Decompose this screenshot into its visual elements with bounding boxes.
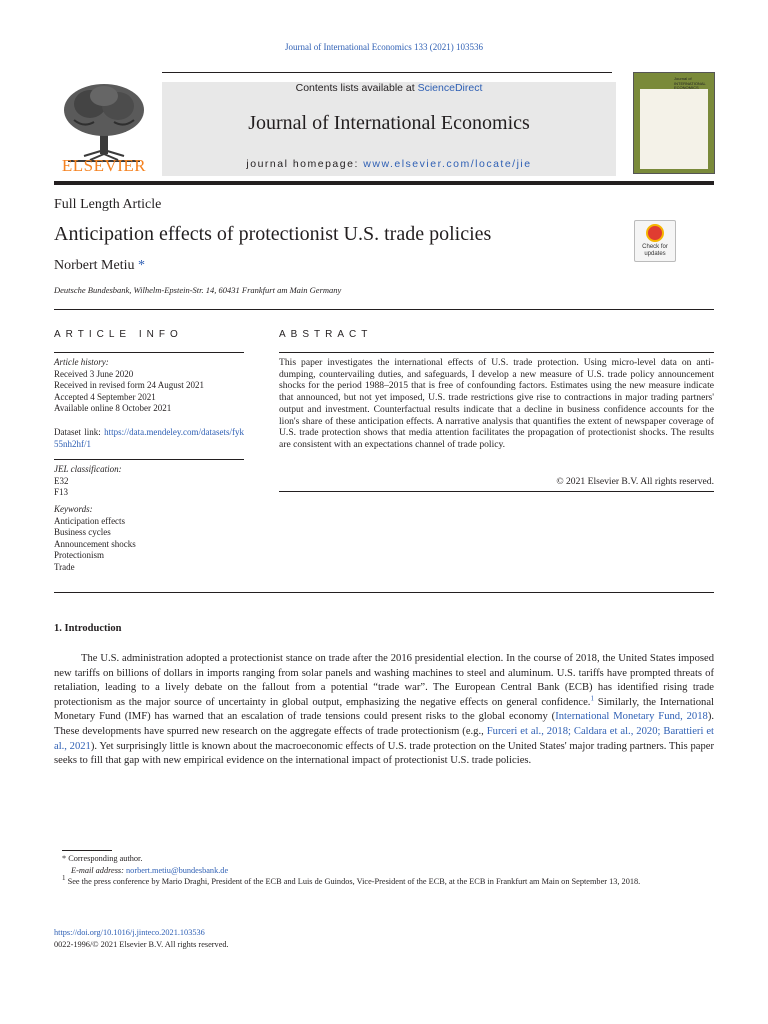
issn-copyright: 0022-1996/© 2021 Elsevier B.V. All rights reserved.: [54, 940, 229, 949]
jel-code: E32: [54, 475, 69, 486]
cover-panel: [640, 89, 708, 169]
journal-citation-link[interactable]: Journal of International Economics 133 (2021) 103536: [285, 42, 483, 52]
history-label: Article history:: [54, 357, 109, 367]
dataset-link-block: [54, 427, 244, 450]
intro-text: ). Yet surprisingly little is known about the macroeconomic effects of U.S. trade protection on the United States' major trading partners. This paper seeks to fill that gap with new empirical evidence on the international impact of protectionist U.S. trade policies.: [54, 740, 714, 767]
article-history: [54, 357, 244, 415]
dataset-link[interactable]: https://data.mendeley.com/datasets/fyk55nh2hf/1: [54, 427, 244, 449]
citation-link[interactable]: International Monetary Fund, 2018: [555, 711, 708, 723]
author-affiliation: Deutsche Bundesbank, Wilhelm-Epstein-Str. 14, 60431 Frankfurt am Main Germany: [54, 285, 342, 295]
section-rule: [54, 309, 714, 310]
elsevier-wordmark: ELSEVIER: [61, 156, 147, 175]
jel-label: JEL classification:: [54, 464, 122, 474]
abstract-copyright: © 2021 Elsevier B.V. All rights reserved.: [556, 476, 714, 487]
article-type: Full Length Article: [54, 197, 162, 212]
cover-title: Journal of INTERNATIONAL ECONOMICS: [674, 76, 706, 90]
keyword: Business cycles: [54, 527, 111, 538]
footnotes: [54, 853, 714, 888]
dataset-label: Dataset link:: [54, 427, 101, 437]
footnote-1-ref[interactable]: 1: [590, 694, 594, 703]
contents-line: [162, 82, 616, 94]
article-info-heading: ARTICLE INFO: [54, 329, 183, 340]
contents-prefix: Contents lists available at: [295, 82, 418, 94]
homepage-prefix: journal homepage:: [246, 158, 364, 170]
header-thick-rule: [54, 181, 714, 185]
footnote-star: *: [62, 854, 67, 863]
article-info-rule-2: [54, 459, 244, 460]
author-email-link[interactable]: norbert.metiu@bundesbank.de: [126, 865, 229, 875]
corresponding-label: Corresponding author.: [68, 854, 143, 863]
check-updates-icon: [646, 224, 664, 242]
keyword: Anticipation effects: [54, 515, 126, 526]
article-info-rule: [54, 352, 244, 353]
footnote-email: [54, 865, 714, 877]
history-item: Received in revised form 24 August 2021: [54, 380, 204, 391]
check-updates-label: Check for updates: [642, 244, 668, 257]
abstract-rule-2: [279, 491, 714, 492]
introduction-heading: 1. Introduction: [54, 623, 122, 634]
sciencedirect-link[interactable]: ScienceDirect: [417, 82, 483, 94]
journal-title: Journal of International Economics: [248, 112, 530, 134]
footnote-corresponding: [54, 853, 714, 865]
history-item: Accepted 4 September 2021: [54, 391, 156, 402]
homepage-line: [162, 158, 616, 170]
check-for-updates-button[interactable]: [634, 220, 676, 262]
footnote-1: [54, 876, 714, 888]
intro-text: Similarly, the International Monetary Fund (IMF) has warned that an escalation of trade tensions could present risks to the global economy (: [54, 696, 714, 723]
footnote-1-text: See the press conference by Mario Draghi, President of the ECB and Luis de Guindos, Vice-President of the ECB, at the ECB in Frankfurt am Main on September 13, 2018.: [67, 877, 641, 887]
journal-cover-image[interactable]: [633, 72, 715, 174]
abstract-rule: [279, 352, 714, 353]
corresponding-author-mark[interactable]: *: [137, 258, 145, 273]
abstract-text: This paper investigates the international effects of U.S. trade protection. Using micro-level data on anti-dumping, countervailing duties, and safeguards, I develop a new measure of U.S. trade policy announcement shocks for the period 1988–2015 that is free of confounding factors. Estimates using the new measure indicate that announced, but not yet imposed, U.S. trade restrictions give rise to contractions in major trading partners' output and investment. Counterfactual results indicate that a decline in business confidence accounts for the lion's share of these anticipation effects. A narrative analysis that quantifies the extent of newspaper coverage of U.S. trade protection shows that media attention facilitates the propagation of protectionist shocks. The results are consistent with an expectations channel of trade policy.: [279, 357, 714, 450]
front-matter-rule: [54, 592, 714, 593]
abstract-heading: ABSTRACT: [279, 329, 373, 340]
keywords: [54, 504, 244, 574]
author-line: [54, 258, 145, 274]
email-label: E-mail address:: [71, 865, 124, 875]
footnote-1-mark: 1: [62, 874, 66, 883]
author-name[interactable]: Norbert Metiu: [54, 258, 135, 273]
jel-classification: [54, 464, 244, 499]
keyword: Announcement shocks: [54, 538, 136, 549]
intro-text: The U.S. administration adopted a protectionist stance on trade after the 2016 presidential election. In the course of 2018, the United States imposed new tariffs on billions of dollars in imports ranging from solar panels and washing machines to steel and aluminum. U.S. tariffs have prompted threats of retaliation, leading to a lively debate on the fallout from a potential “trade war”. The European Central Bank (ECB) has identified rising trade protectionism as the major source of uncertainty in global output, emphasizing the negative effects on general confidence.: [54, 653, 714, 708]
header-top-rule: [162, 72, 612, 73]
history-item: Available online 8 October 2021: [54, 403, 172, 414]
introduction-paragraph: [54, 652, 714, 769]
doi-link[interactable]: https://doi.org/10.1016/j.jinteco.2021.103536: [54, 928, 205, 937]
citation-link[interactable]: Furceri et al., 2018; Caldara et al., 2020; Barattieri et al., 2021: [54, 725, 715, 752]
intro-text: ). These developments have spurred new research on the aggregate effects of trade protectionism (e.g.,: [54, 711, 714, 737]
keyword: Trade: [54, 561, 75, 572]
keywords-label: Keywords:: [54, 504, 93, 514]
journal-homepage-link[interactable]: www.elsevier.com/locate/jie: [363, 158, 532, 170]
keyword: Protectionism: [54, 550, 104, 561]
jel-code: F13: [54, 487, 69, 498]
article-title: Anticipation effects of protectionist U.S. trade policies: [54, 223, 492, 245]
history-item: Received 3 June 2020: [54, 368, 134, 379]
footnote-rule: [62, 850, 112, 851]
